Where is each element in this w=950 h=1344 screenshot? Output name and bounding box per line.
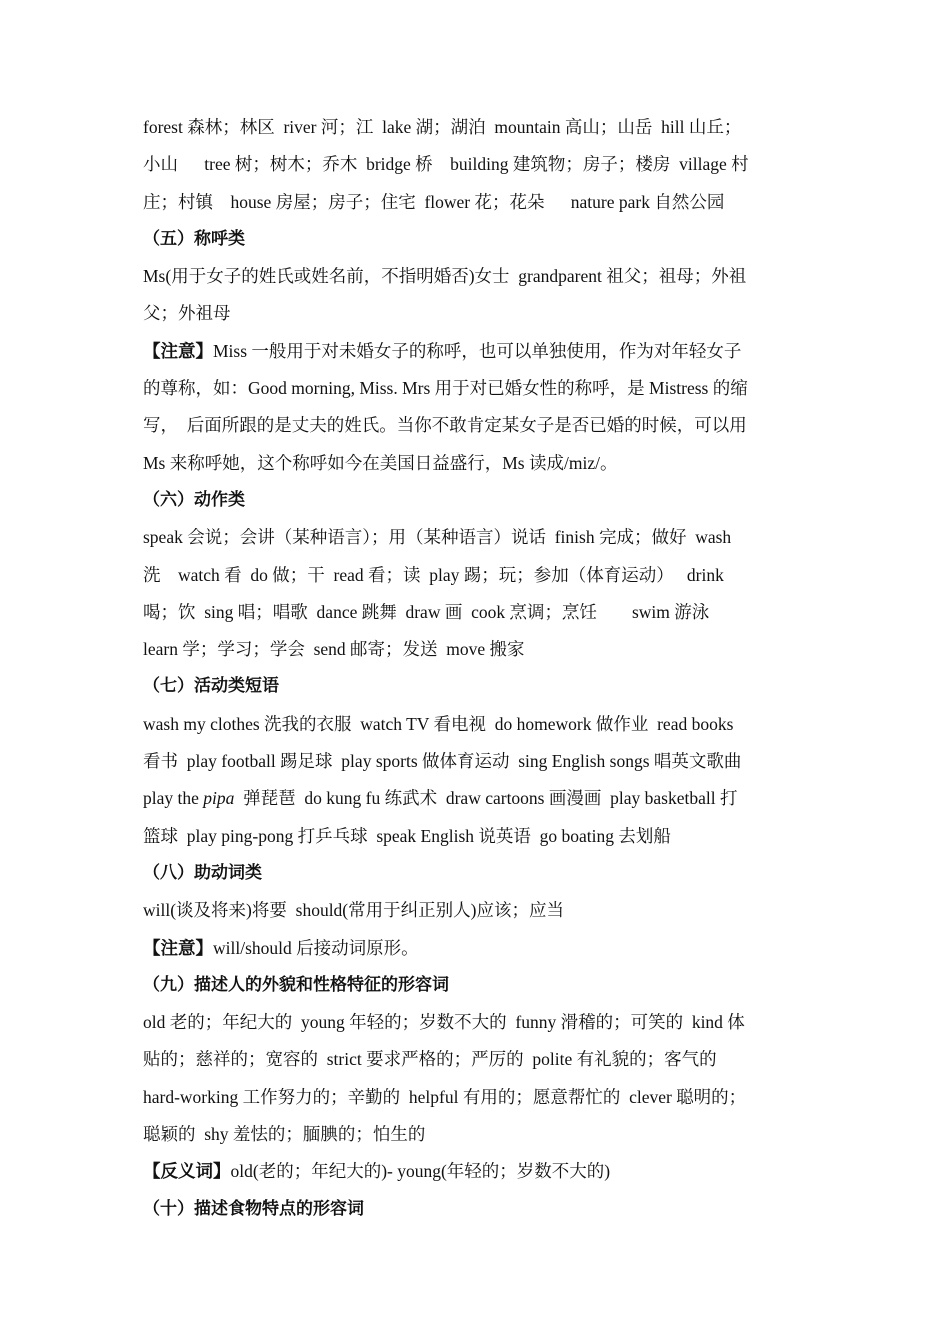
vocab-line: speak 会说；会讲（某种语言）；用（某种语言）说话 finish 完成；做好 wash	[143, 527, 732, 548]
vocab-line: 小山 tree 树；树木；乔木 bridge 桥 building 建筑物；房子；楼房 village 村	[143, 154, 749, 175]
phrase-italic: pipa	[203, 788, 235, 809]
vocab-line: 的尊称，如：Good morning, Miss. Mrs 用于对已婚女性的称呼，是 Mistress 的缩	[143, 378, 748, 399]
vocab-line: 聪颖的 shy 羞怯的；腼腆的；怕生的	[143, 1124, 426, 1145]
note-text: Miss 一般用于对未婚女子的称呼，也可以单独使用，作为对年轻女子	[213, 340, 742, 361]
vocab-line: Ms(用于女子的姓氏或姓名前，不指明婚否)女士 grandparent 祖父；祖母；外祖	[143, 266, 747, 287]
vocab-line: 贴的；慈祥的；宽容的 strict 要求严格的；严厉的 polite 有礼貌的；客气的	[143, 1049, 717, 1070]
note-prefix: 【注意】	[143, 340, 213, 361]
phrase-pre: play the	[143, 788, 204, 809]
note-prefix: 【反义词】	[143, 1161, 231, 1182]
vocab-line: Ms 来称呼她，这个称呼如今在美国日益盛行，Ms 读成/miz/。	[143, 452, 618, 473]
vocab-line: 喝；饮 sing 唱；唱歌 dance 跳舞 draw 画 cook 烹调；烹饪 swim 游泳	[143, 601, 710, 622]
section-heading: （九）描述人的外貌和性格特征的形容词	[143, 974, 449, 995]
vocab-line: 洗 watch 看 do 做；干 read 看；读 play 踢；玩；参加（体育运动） drink	[143, 564, 724, 585]
phrase-post: 弹琵琶 do kung fu 练武术 draw cartoons 画漫画 play basketball 打	[234, 788, 738, 809]
note-line	[143, 333, 811, 370]
vocab-line: 写， 后面所跟的是丈夫的姓氏。当你不敢肯定某女子是否已婚的时候，可以用	[143, 415, 747, 436]
vocab-line: old 老的；年纪大的 young 年轻的；岁数不大的 funny 滑稽的；可笑的 kind 体	[143, 1012, 745, 1033]
vocab-line: 父；外祖母	[143, 303, 231, 324]
note-line	[143, 930, 811, 967]
note-text: old(老的；年纪大的)- young(年轻的；岁数不大的)	[230, 1161, 611, 1182]
vocab-line: forest 森林；林区 river 河；江 lake 湖；湖泊 mountain 高山；山岳 hill 山丘；	[143, 117, 742, 137]
section-heading: （十）描述食物特点的形容词	[143, 1198, 364, 1219]
section-heading: （六）动作类	[143, 489, 245, 510]
section-heading: （五）称呼类	[143, 228, 245, 249]
section-heading: （七）活动类短语	[143, 676, 279, 697]
vocab-line: 篮球 play ping-pong 打乒乓球 speak English 说英语 go boating 去划船	[143, 825, 671, 846]
document-page	[143, 109, 811, 1228]
vocab-line: hard-working 工作努力的；辛勤的 helpful 有用的；愿意帮忙的 clever 聪明的；	[143, 1086, 747, 1107]
vocab-line: wash my clothes 洗我的衣服 watch TV 看电视 do homework 做作业 read books	[143, 713, 734, 734]
vocab-line: 看书 play football 踢足球 play sports 做体育运动 sing English songs 唱英文歌曲	[143, 751, 742, 772]
vocab-line	[143, 780, 811, 817]
vocab-line: will(谈及将来)将要 should(常用于纠正别人)应该；应当	[143, 900, 564, 921]
vocab-line: learn 学；学习；学会 send 邮寄；发送 move 搬家	[143, 639, 525, 660]
vocab-line: 庄；村镇 house 房屋；房子；住宅 flower 花；花朵 nature park 自然公园	[143, 191, 725, 212]
note-text: will/should 后接动词原形。	[213, 937, 419, 958]
section-heading: （八）助动词类	[143, 862, 262, 883]
note-line	[143, 1153, 811, 1190]
note-prefix: 【注意】	[143, 937, 213, 958]
